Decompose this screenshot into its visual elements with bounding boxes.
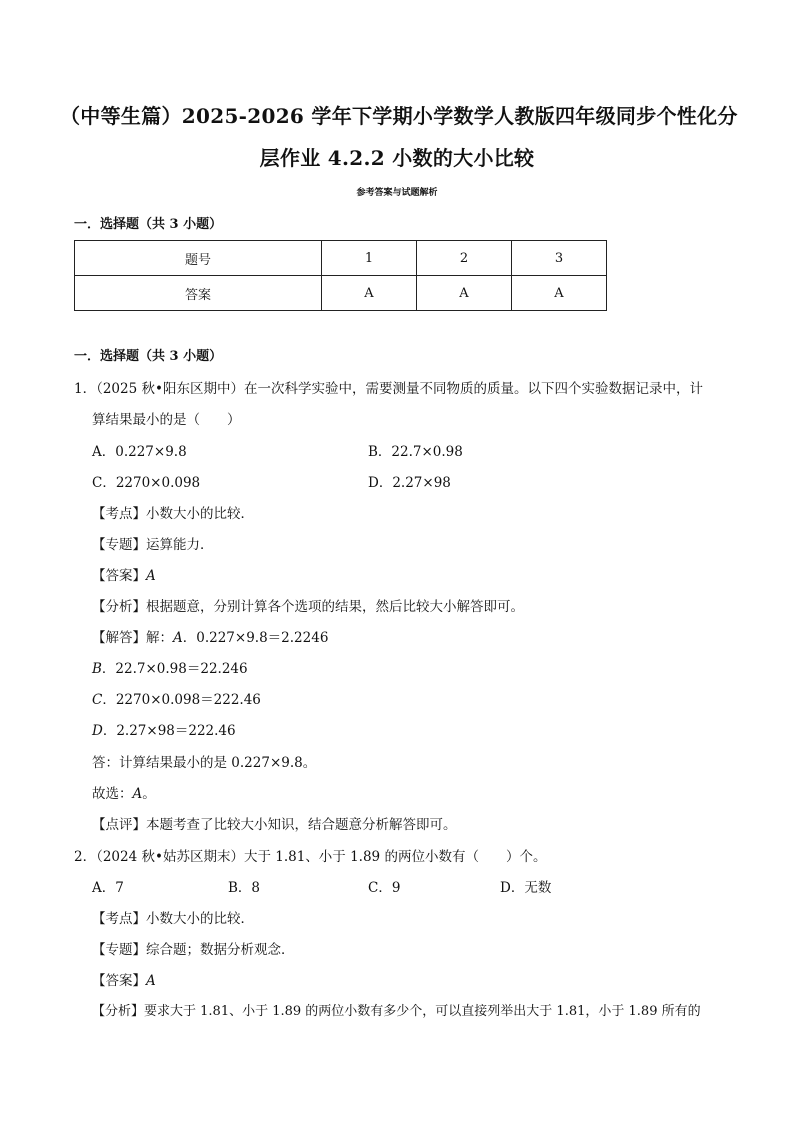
q2-option-b: B．8 (228, 880, 261, 896)
kaodian-tag: 【考点】 (92, 506, 146, 522)
answer-text: A (146, 568, 156, 584)
analysis-tag: 【分析】 (92, 599, 146, 615)
answer-table (74, 240, 607, 311)
q1-solution-d (92, 722, 236, 740)
zhuanti-text: 综合题；数据分析观念． (146, 942, 295, 958)
q1-zhuanti (92, 536, 214, 554)
table-cell: 2 (417, 241, 512, 276)
q2-kaodian (92, 910, 254, 928)
section-heading: 一．选择题（共 3 小题） (74, 349, 223, 364)
solution-text: ．2270×0.098＝222.46 (102, 692, 261, 708)
q1-choice (92, 785, 156, 803)
answer-text: A (146, 973, 156, 989)
answer-tag: 【答案】 (92, 568, 146, 584)
q1-solution-c (92, 691, 261, 709)
solution-text: ．22.7×0.98＝22.246 (101, 661, 248, 677)
kaodian-text: 小数大小的比较． (146, 911, 254, 927)
q2-analysis (92, 1003, 701, 1021)
table-cell: 题号 (75, 241, 322, 276)
kaodian-tag: 【考点】 (92, 911, 146, 927)
comment-text: 本题考查了比较大小知识，结合题意分析解答即可。 (146, 817, 457, 833)
q1-stem-line2: 算结果最小的是（ ） (92, 412, 241, 428)
zhuanti-tag: 【专题】 (92, 537, 146, 553)
q1-answer (92, 567, 156, 585)
analysis-tag: 【分析】 (92, 1004, 145, 1019)
q1-final-answer: 答：计算结果最小的是 0.227×9.8。 (92, 755, 317, 771)
q2-zhuanti (92, 941, 295, 959)
doc-title-line2: 层作业 4.2.2 小数的大小比较 (259, 146, 535, 170)
q2-option-d: D．无数 (500, 880, 552, 896)
choice-prefix: 故选： (92, 786, 133, 802)
solution-text: ．2.27×98＝222.46 (102, 723, 236, 739)
solution-text: ．0.227×9.8＝2.2246 (182, 630, 329, 646)
choice-letter: A (132, 786, 143, 802)
kaodian-text: 小数大小的比较． (146, 506, 254, 522)
comment-tag: 【点评】 (92, 817, 146, 833)
q1-option-c: C．2270×0.098 (92, 475, 201, 491)
zhuanti-text: 运算能力． (146, 537, 214, 553)
answer-tag: 【答案】 (92, 973, 146, 989)
q2-option-a: A．7 (92, 880, 124, 896)
q1-stem-line1: 1．（2025 秋•阳东区期中）在一次科学实验中，需要测量不同物质的质量。以下四个实验数据记录中，计 (74, 381, 703, 397)
q2-stem: 2．（2024 秋•姑苏区期末）大于 1.81、小于 1.89 的两位小数有（ ）个。 (74, 849, 547, 865)
table-row (75, 241, 607, 276)
solution-letter: A (173, 630, 183, 646)
doc-subtitle: 参考答案与试题解析 (356, 188, 438, 198)
q1-option-b: B．22.7×0.98 (368, 444, 463, 460)
q2-option-c: C．9 (368, 880, 401, 896)
table-row (75, 276, 607, 311)
table-cell: A (322, 276, 417, 311)
q1-analysis (92, 598, 524, 616)
table-cell: 1 (322, 241, 417, 276)
q2-answer (92, 972, 156, 990)
q1-option-d: D．2.27×98 (368, 475, 451, 491)
q1-solution-b (92, 660, 248, 678)
analysis-text: 要求大于 1.81、小于 1.89 的两位小数有多少个，可以直接列举出大于 1.81，小于 1.89 所有的 (144, 1004, 701, 1019)
table-cell: A (512, 276, 607, 311)
table-cell: A (417, 276, 512, 311)
analysis-text: 根据题意，分别计算各个选项的结果，然后比较大小解答即可。 (146, 599, 524, 615)
zhuanti-tag: 【专题】 (92, 942, 146, 958)
choice-suffix: 。 (142, 786, 156, 802)
solution-letter: B (92, 661, 102, 677)
solution-letter: C (92, 692, 103, 708)
q1-comment (92, 816, 457, 834)
solution-prefix: 解： (146, 630, 173, 646)
q1-option-a: A．0.227×9.8 (92, 444, 187, 460)
doc-title-line1: （中等生篇）2025-2026 学年下学期小学数学人教版四年级同步个性化分 (60, 104, 738, 128)
section-heading: 一．选择题（共 3 小题） (74, 217, 223, 232)
table-cell: 答案 (75, 276, 322, 311)
q1-solution (92, 629, 328, 647)
solution-letter: D (92, 723, 103, 739)
table-cell: 3 (512, 241, 607, 276)
solution-tag: 【解答】 (92, 630, 146, 646)
q1-kaodian (92, 505, 254, 523)
